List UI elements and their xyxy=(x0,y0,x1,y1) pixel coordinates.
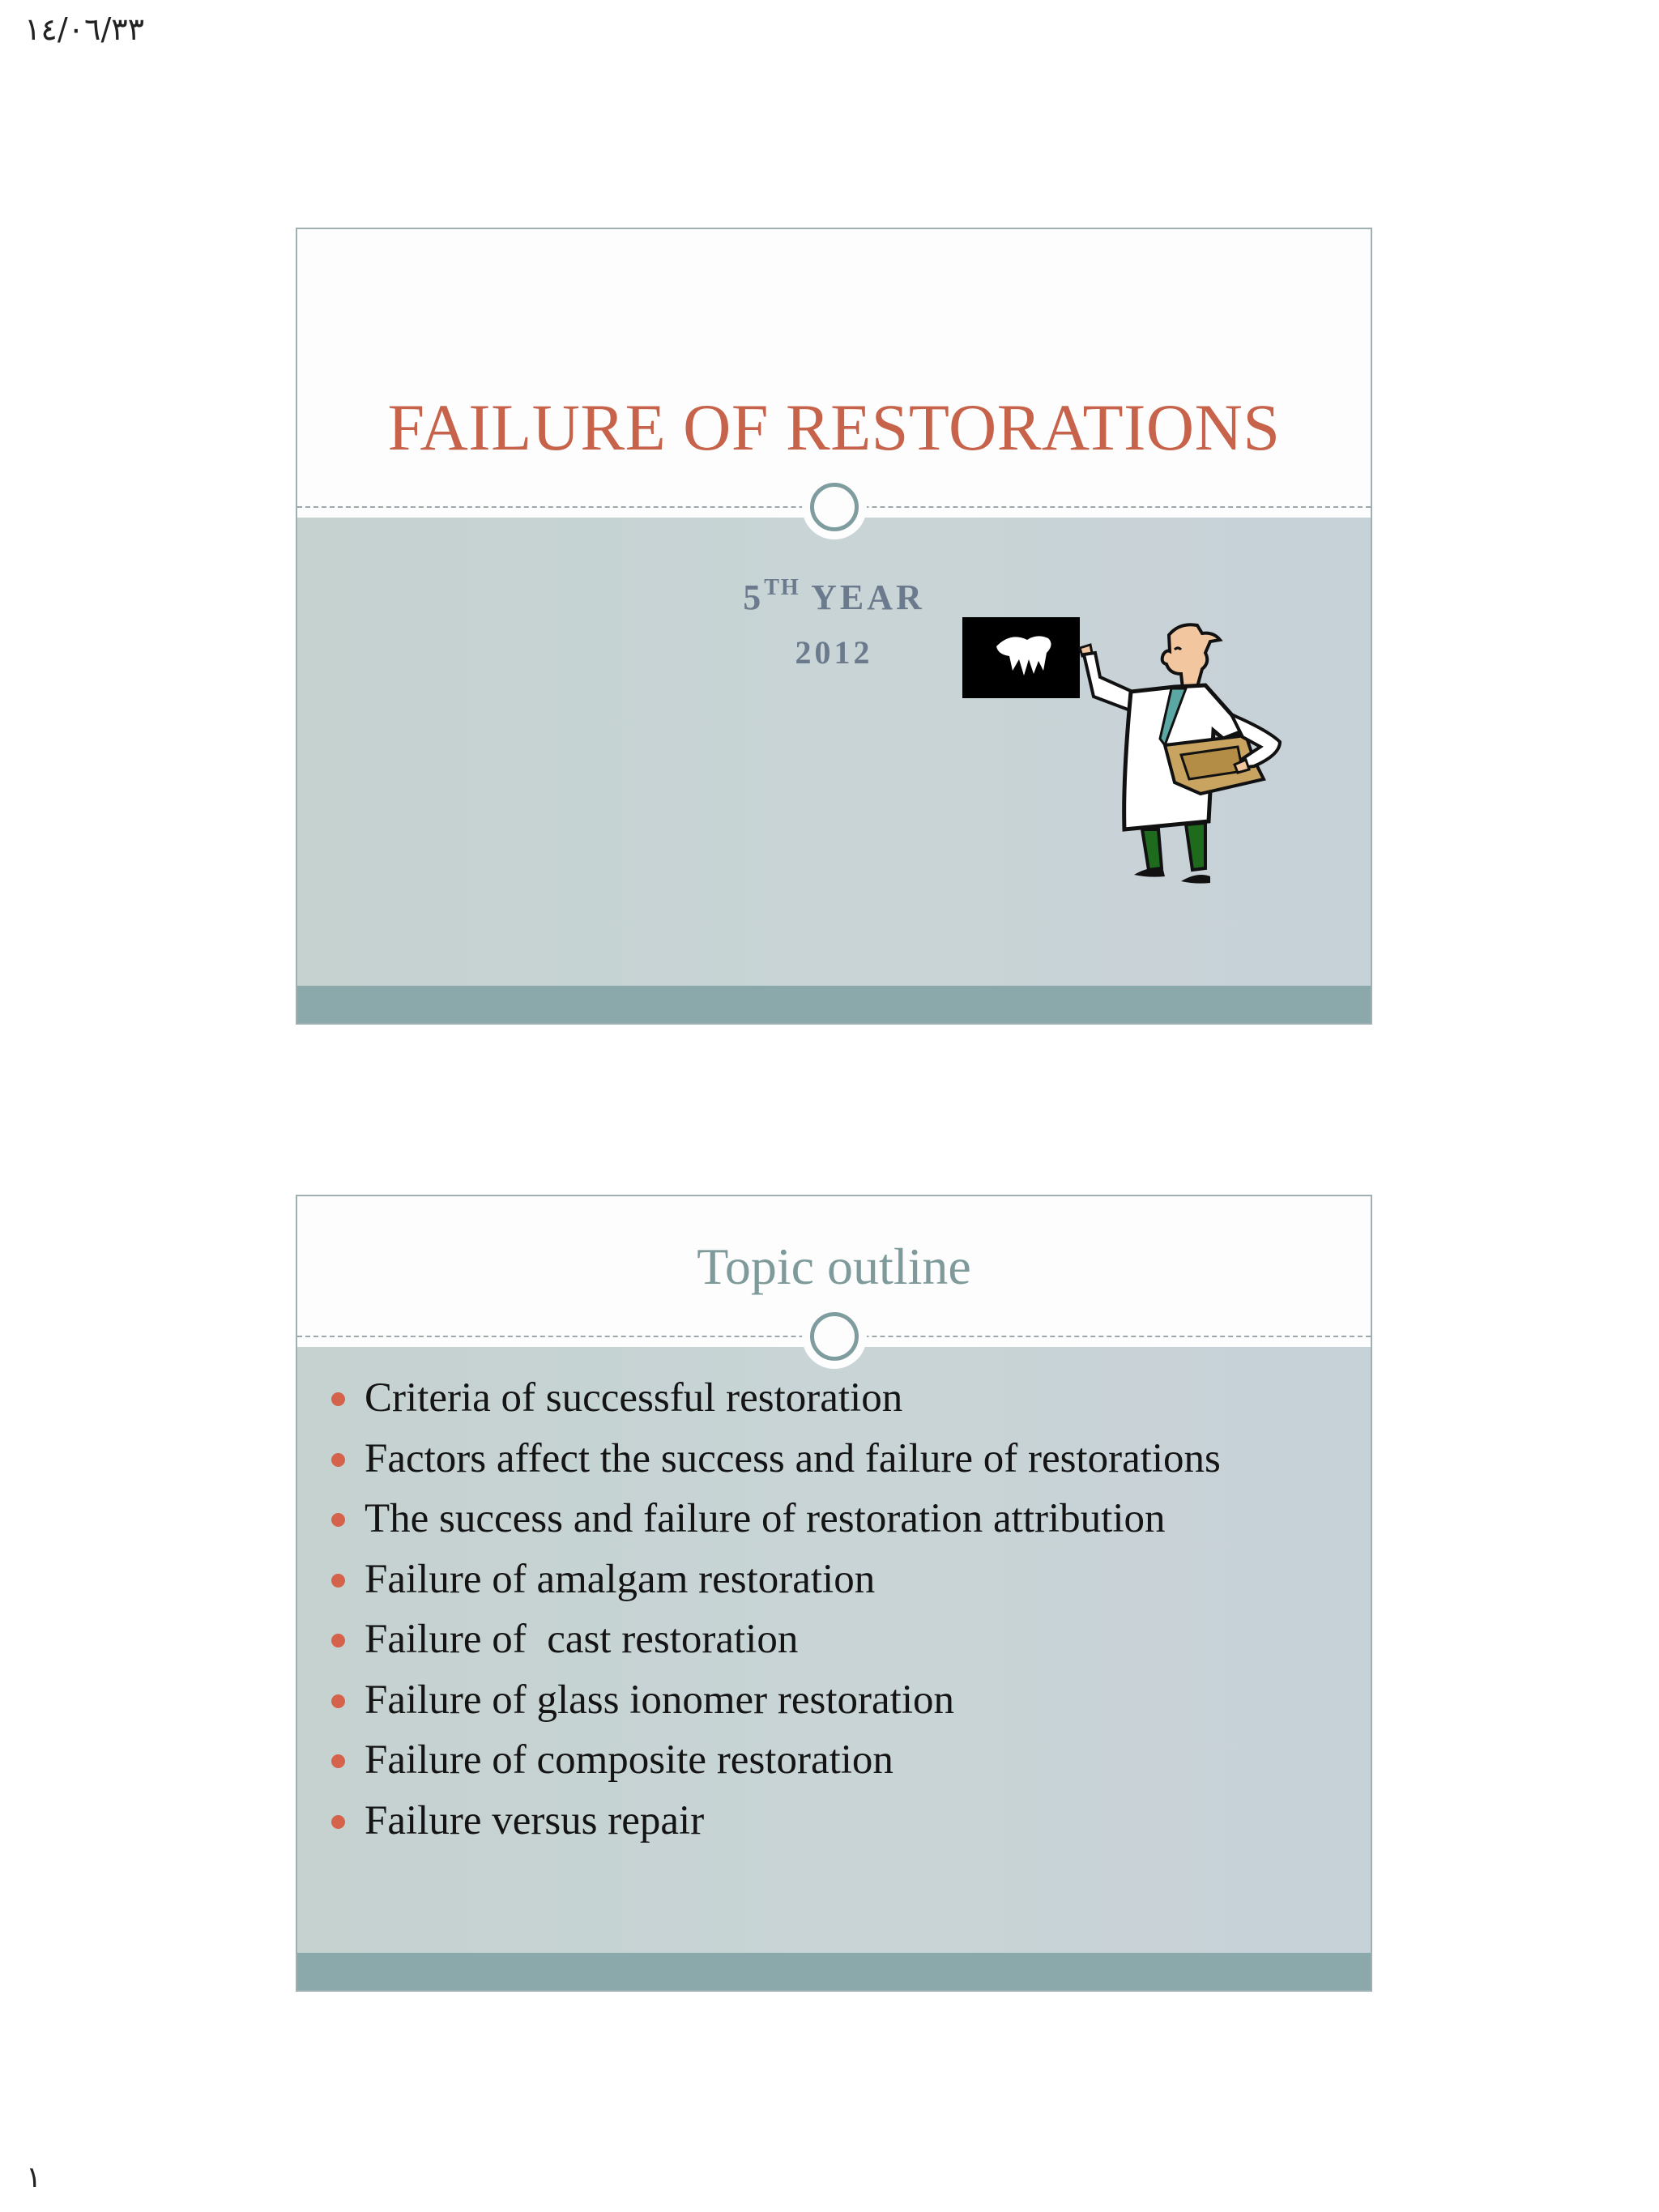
list-item xyxy=(330,1429,1350,1490)
list-item-text: Failure of glass ionomer restoration xyxy=(365,1677,954,1723)
bullet-icon xyxy=(331,1513,345,1527)
bullet-icon xyxy=(331,1392,345,1406)
dentist-xray-illustration-icon xyxy=(962,617,1311,901)
list-item xyxy=(330,1549,1350,1610)
outline-list xyxy=(330,1368,1350,1851)
slide-footer-band xyxy=(297,1953,1371,1990)
list-item-text: The success and failure of restoration attribution xyxy=(365,1496,1166,1541)
year-line xyxy=(297,561,1371,624)
list-item-text: Factors affect the success and failure of restorations xyxy=(365,1435,1221,1481)
slide-footer-band xyxy=(297,986,1371,1023)
left-leg-icon xyxy=(1142,829,1162,870)
slide-title: FAILURE OF RESTORATIONS xyxy=(387,390,1281,464)
page-date: ١٤/٠٦/٣٣ xyxy=(24,11,145,47)
outline-slide xyxy=(296,1195,1372,1992)
bullet-icon xyxy=(331,1815,345,1829)
list-item xyxy=(330,1730,1350,1791)
divider-ring-icon xyxy=(802,1304,867,1369)
divider-ring-icon xyxy=(802,475,867,539)
bullet-icon xyxy=(331,1754,345,1768)
outline-title: Topic outline xyxy=(697,1238,971,1295)
page-number: ١ xyxy=(26,2161,42,2194)
list-item xyxy=(330,1368,1350,1429)
bullet-icon xyxy=(331,1574,345,1588)
list-item-text: Failure of cast restoration xyxy=(365,1617,799,1662)
bullet-icon xyxy=(331,1694,345,1708)
list-item xyxy=(330,1791,1350,1852)
list-item-text: Failure versus repair xyxy=(365,1797,705,1843)
year-date: 2012 xyxy=(795,634,873,671)
list-item-text: Failure of composite restoration xyxy=(365,1737,893,1783)
year-word: YEAR xyxy=(811,578,925,617)
list-item-text: Failure of amalgam restoration xyxy=(365,1556,876,1602)
year-suffix: TH xyxy=(764,575,800,600)
bullet-icon xyxy=(331,1634,345,1647)
list-item-text: Criteria of successful restoration xyxy=(365,1375,903,1421)
list-item xyxy=(330,1670,1350,1731)
list-item xyxy=(330,1489,1350,1549)
right-leg-icon xyxy=(1186,823,1205,870)
list-item xyxy=(330,1609,1350,1670)
year-number: 5 xyxy=(743,578,765,617)
bullet-icon xyxy=(331,1453,345,1467)
